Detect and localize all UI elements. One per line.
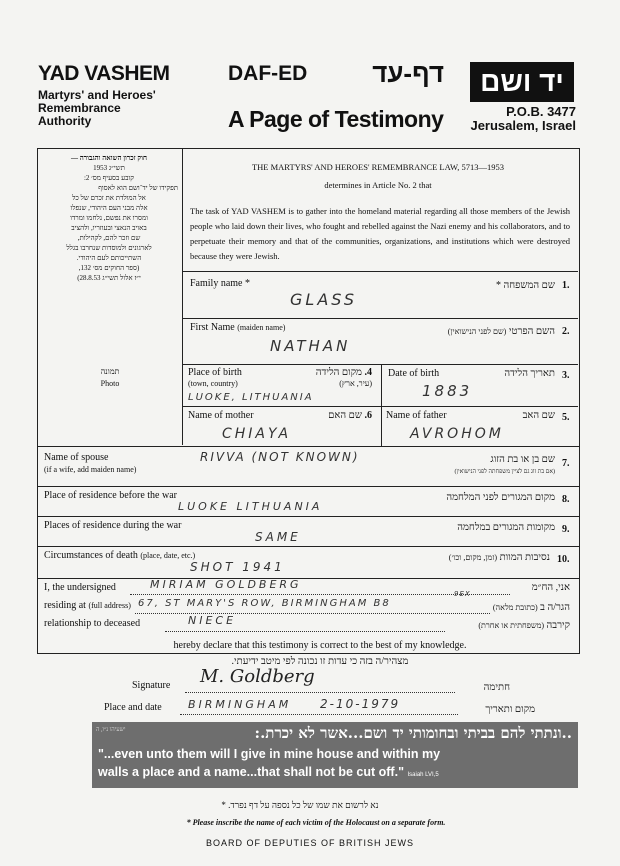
banner-line1: "...even unto them will I give in mine house and within my xyxy=(98,747,441,761)
address-label-heb: הגר/ה ב (כתובת מלאה) xyxy=(492,602,570,613)
residence-during-value[interactable]: SAME xyxy=(255,530,301,544)
org-name: YAD VASHEM xyxy=(38,62,170,85)
dafed-hebrew: דף-עד xyxy=(372,58,444,88)
banner-line2: walls a place and a name...that shall not be cut off." Isaiah LVI,5 xyxy=(98,765,439,779)
death-label-heb: נסיבות המוות (זמן, מקום, וכו׳) xyxy=(448,552,550,563)
declaration-heb: מצהיר/ה בזה כי עדות זו נכונה לפי מיטב ידיעתי. xyxy=(231,656,409,667)
field-number: 10. xyxy=(557,554,570,565)
date-of-birth-value[interactable]: 1883 xyxy=(422,382,473,400)
law-subtitle: determines in Article No. 2 that xyxy=(324,180,432,190)
form-title: A Page of Testimony xyxy=(228,106,444,132)
field-number: 2. xyxy=(562,326,570,337)
first-name-label: First Name (maiden name) xyxy=(190,322,286,333)
death-label: Circumstances of death (place, date, etc.) xyxy=(44,550,196,561)
address-extra: 9EX xyxy=(454,590,471,598)
mother-label: Name of mother xyxy=(188,410,254,421)
law-title: THE MARTYRS' AND HEROES' REMEMBRANCE LAW, 5713—1953 xyxy=(251,162,505,172)
relationship-label-heb: קירבה (משפחתית או אחרת) xyxy=(478,620,570,631)
father-value[interactable]: AVROHOM xyxy=(410,426,504,442)
residence-before-value[interactable]: LUOKE LITHUANIA xyxy=(178,500,323,513)
mother-label-heb: 6. שם האם xyxy=(328,410,372,421)
mother-value[interactable]: CHIAYA xyxy=(222,426,292,442)
date-value[interactable]: 2-10-1979 xyxy=(320,697,401,711)
family-name-value[interactable]: GLASS xyxy=(290,290,357,309)
date-of-birth-label-heb: תאריך הלידה xyxy=(504,368,555,379)
city: Jerusalem, Israel xyxy=(470,118,576,133)
field-number: 9. xyxy=(562,524,570,535)
relationship-value[interactable]: NIECE xyxy=(188,614,237,627)
field-number: 8. xyxy=(562,494,570,505)
place-date-label-heb: מקום ותאריך xyxy=(485,704,535,715)
pob: P.O.B. 3477 xyxy=(506,104,576,119)
spouse-label: Name of spouse (if a wife, add maiden name) xyxy=(44,452,137,474)
spouse-label-heb: שם בן או בת הזוג (אם בת זוג גם לציין משפחתה לפני הנישואין) xyxy=(454,454,555,475)
residence-during-label-heb: מקומות המגורים במלחמה xyxy=(457,522,555,533)
dafed-latin: DAF-ED xyxy=(228,62,308,85)
signature-label: Signature xyxy=(132,680,171,691)
first-name-label-heb: השם הפרטי (שם לפני הנישואין) xyxy=(447,326,555,337)
hebrew-law-box: חוק זכרון השואה והגבורה — תשי״ג 1953 קובע בסעיף מס׳ 2: תפקידו של יד־ושם הוא לאסוף אל המולדת את זכרם של כל אלה מבני העם היהודי, שנפלו ומסרו את נפשם, נלחמו ומרדו באויב הנאצי ובעוזריו, ולהציב שם וזכר להם, לקהילות, לארגונים ולמוסדות שנחרבו בגלל השתייכותם לעם היהודי. (ספר החוקים מס׳ 132, י״ז אלול תשי״ג 28.8.53) xyxy=(66,154,178,282)
undersigned-value[interactable]: MIRIAM GOLDBERG xyxy=(150,578,302,591)
banner-hebrew-ref: ישעיהו נ״ו, ה xyxy=(96,727,126,733)
residence-during-label: Places of residence during the war xyxy=(44,520,182,531)
residence-before-label-heb: מקום המגורים לפני המלחמה xyxy=(446,492,555,503)
banner-hebrew: ..ונתתי להם בביתי ובחומותי יד ושם...אשר לא יכרת.: xyxy=(254,724,572,742)
signature-label-heb: חתימה xyxy=(483,682,510,693)
first-name-value[interactable]: NATHAN xyxy=(270,337,351,355)
undersigned-label-heb: אני, הח״מ xyxy=(531,582,570,593)
family-name-label: Family name * xyxy=(190,278,250,289)
place-of-birth-label-heb: 4. מקום הלידה (עיר, ארץ) xyxy=(315,367,372,388)
place-date-label: Place and date xyxy=(104,702,162,713)
spouse-value[interactable]: RIVVA (NOT KNOWN) xyxy=(200,450,360,464)
date-of-birth-label: Date of birth xyxy=(388,368,440,379)
field-number: 1. xyxy=(562,280,570,291)
relationship-label: relationship to deceased xyxy=(44,618,141,629)
field-number: 7. xyxy=(562,458,570,469)
father-label: Name of father xyxy=(386,410,447,421)
footer-instruction: * Please inscribe the name of each victim of the Holocaust on a separate form. xyxy=(186,818,446,827)
address-label: residing at (full address) xyxy=(44,600,131,611)
photo-area: תמונה Photo xyxy=(100,367,120,388)
place-of-birth-label: Place of birth (town, country) xyxy=(188,367,242,388)
death-value[interactable]: SHOT 1941 xyxy=(190,560,285,574)
isaiah-banner xyxy=(92,722,578,788)
field-number: 5. xyxy=(562,412,570,423)
footer-hebrew: נא לרשום את שמו של כל נספה על דף נפרד. * xyxy=(221,800,379,810)
father-label-heb: שם האב xyxy=(522,410,555,421)
org-subtitle: Martyrs' and Heroes' Remembrance Authority xyxy=(38,88,156,128)
law-text: The task of YAD VASHEM is to gather into the homeland material regarding all those members of the Jewish people who laid down their lives, who fought and rebelled against the Nazi enemy and his collaborators, and to perpetuate their memory and that of the communities, organizations, and institutions which were destroyed because they were Jewish. xyxy=(190,206,570,261)
place-of-birth-value[interactable]: LUOKE, LITHUANIA xyxy=(188,392,314,403)
address-value[interactable]: 67, ST MARY'S ROW, BIRMINGHAM B8 xyxy=(138,598,391,609)
yad-vashem-logo: יד ושם xyxy=(470,62,574,102)
footer-board: BOARD OF DEPUTIES OF BRITISH JEWS xyxy=(205,838,415,848)
family-name-label-heb: שם המשפחה * xyxy=(496,280,555,291)
undersigned-label: I, the undersigned xyxy=(44,582,116,593)
field-number: 3. xyxy=(562,370,570,381)
signature-value[interactable]: M. Goldberg xyxy=(200,666,315,687)
declaration-en: hereby declare that this testimony is correct to the best of my knowledge. xyxy=(173,640,467,651)
place-value[interactable]: BIRMINGHAM xyxy=(188,698,292,711)
residence-before-label: Place of residence before the war xyxy=(44,490,177,501)
